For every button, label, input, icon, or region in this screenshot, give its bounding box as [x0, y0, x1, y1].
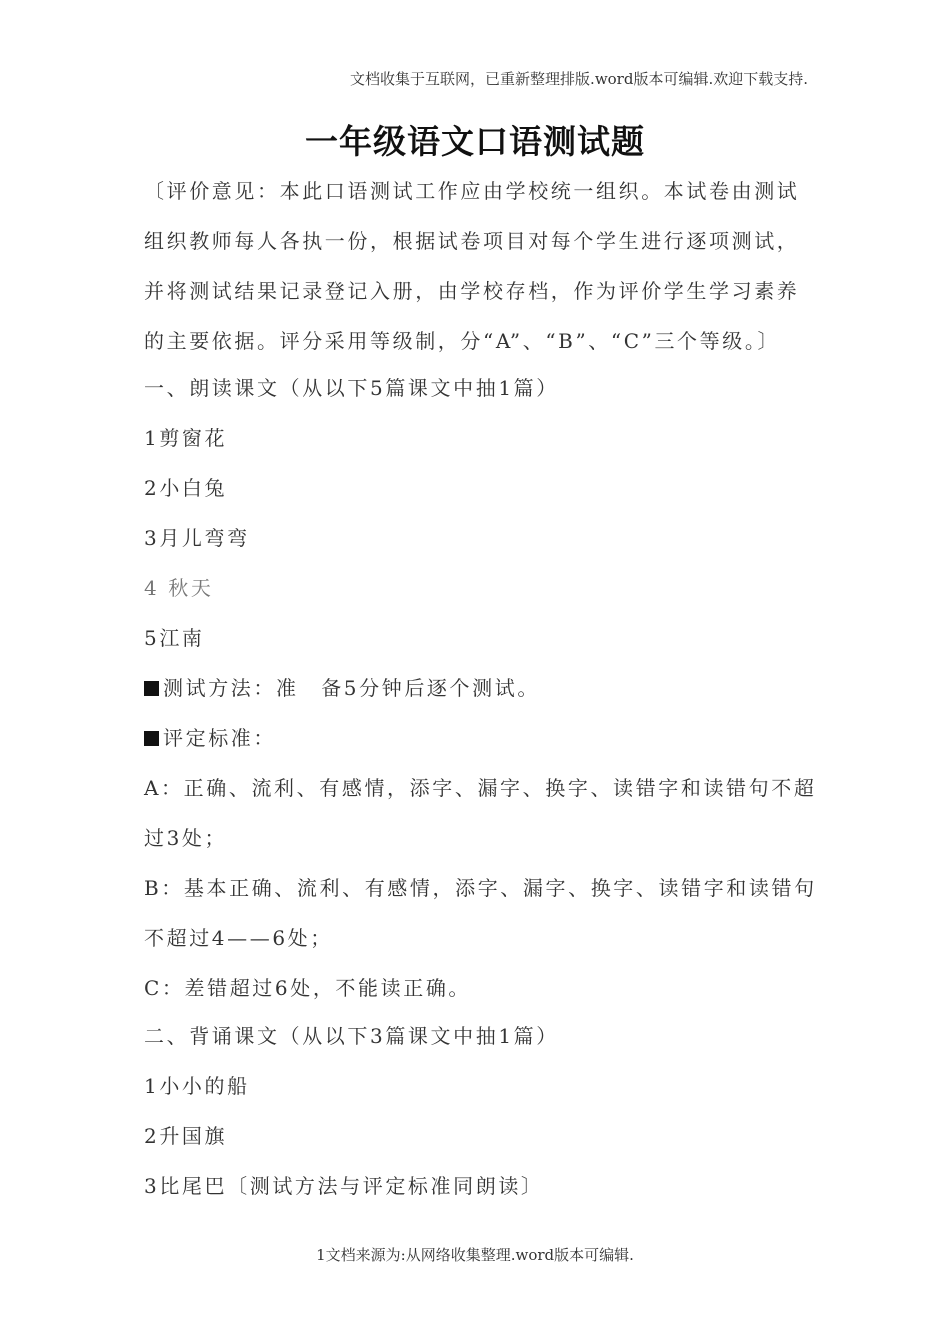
header-note: 文档收集于互联网，已重新整理排版.word版本可编辑.欢迎下载支持. [350, 70, 808, 88]
grade-a-line2: 过3处； [144, 826, 228, 850]
recite-item-1: 1小小的船 [144, 1074, 250, 1098]
text-item-3: 3月儿弯弯 [144, 526, 250, 550]
test-method-line [144, 673, 814, 703]
criteria-label-text: 评定标准： [163, 726, 276, 750]
text-item-1: 1剪窗花 [144, 426, 228, 450]
recite-item-2: 2升国旗 [144, 1124, 228, 1148]
black-square-bullet-icon [144, 681, 159, 696]
black-square-bullet-icon [144, 731, 159, 746]
criteria-label-line [144, 723, 814, 753]
recite-item-3: 3比尾巴〔测试方法与评定标准同朗读〕 [144, 1174, 544, 1198]
text-item-5: 5江南 [144, 626, 205, 650]
intro-paragraph [144, 166, 808, 366]
text-item-4: 4 秋天 [144, 576, 214, 600]
page-title: 一年级语文口语测试题 [305, 122, 645, 161]
section1-heading: 一、朗读课文（从以下5篇课文中抽1篇） [144, 376, 559, 400]
grade-b-line1: B：基本正确、流利、有感情，添字、漏字、换字、读错字和读错句 [144, 876, 817, 900]
test-method-text: 测试方法：准 备5分钟后逐个测试。 [163, 676, 540, 700]
page-footer: 1文档来源为:从网络收集整理.word版本可编辑. [316, 1246, 634, 1264]
grade-c-line: C：差错超过6处，不能读正确。 [144, 976, 472, 1000]
grade-a-line1: A：正确、流利、有感情，添字、漏字、换字、读错字和读错句不超 [144, 776, 817, 800]
intro-text: 〔评价意见：本此口语测试工作应由学校统一组织。本试卷由测试组织教师每人各执一份，根据试卷项目对每个学生进行逐项测试，并将测试结果记录登记入册，由学校存档，作为评价学生学习素养的主要依据。评分采用等级制，分“A”、“B”、“C”三个等级。〕 [144, 179, 800, 353]
text-item-2: 2小白兔 [144, 476, 228, 500]
section2-heading: 二、背诵课文（从以下3篇课文中抽1篇） [144, 1024, 559, 1048]
grade-b-line2: 不超过4——6处； [144, 926, 333, 950]
